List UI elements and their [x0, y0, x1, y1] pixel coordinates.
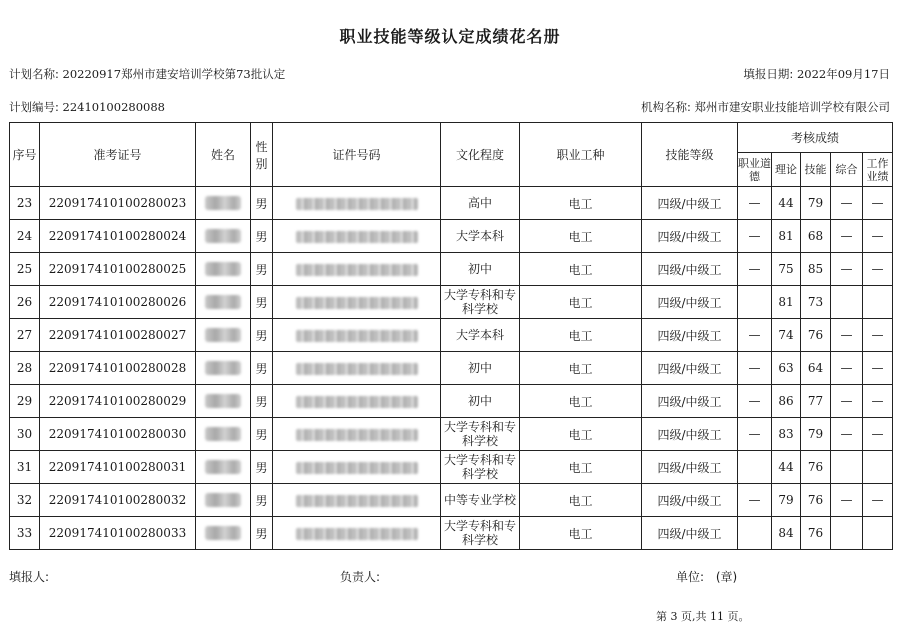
header-education: 文化程度 [441, 123, 520, 187]
redacted-cert-no [273, 319, 441, 352]
cell-exam-no: 220917410100280031 [40, 451, 196, 484]
cell-level: 四级/中级工 [642, 352, 738, 385]
cell-theory: 86 [772, 385, 801, 418]
cell-comprehensive [831, 517, 863, 550]
redaction-blur [296, 330, 418, 342]
cell-seq: 33 [10, 517, 40, 550]
cell-occupation: 电工 [520, 187, 642, 220]
cell-education: 大学本科 [441, 220, 520, 253]
filler-label: 填报人: [9, 570, 50, 584]
cell-level: 四级/中级工 [642, 385, 738, 418]
redaction-blur [205, 361, 241, 375]
cell-theory: 74 [772, 319, 801, 352]
cell-skill: 76 [801, 517, 831, 550]
cell-seq: 30 [10, 418, 40, 451]
cell-education: 初中 [441, 253, 520, 286]
cell-skill: 64 [801, 352, 831, 385]
table-row [10, 418, 893, 451]
cell-exam-no: 220917410100280028 [40, 352, 196, 385]
redaction-blur [296, 363, 418, 375]
cell-skill: 73 [801, 286, 831, 319]
redacted-cert-no [273, 385, 441, 418]
cell-ethics [738, 517, 772, 550]
redaction-blur [296, 297, 418, 309]
cell-ethics [738, 451, 772, 484]
header-name: 姓名 [196, 123, 251, 187]
table-row [10, 187, 893, 220]
cell-theory: 83 [772, 418, 801, 451]
redacted-name [196, 220, 251, 253]
cell-comprehensive [831, 286, 863, 319]
redacted-name [196, 187, 251, 220]
redaction-blur [296, 429, 418, 441]
cell-skill: 85 [801, 253, 831, 286]
header-work: 工作业绩 [863, 153, 893, 187]
cell-education: 大学专科和专科学校 [441, 418, 520, 451]
cell-level: 四级/中级工 [642, 484, 738, 517]
cell-ethics: — [738, 418, 772, 451]
cell-ethics: — [738, 220, 772, 253]
header-exam-no: 准考证号 [40, 123, 196, 187]
cell-seq: 31 [10, 451, 40, 484]
cell-work: — [863, 352, 893, 385]
redaction-blur [205, 196, 241, 210]
redacted-cert-no [273, 352, 441, 385]
cell-education: 大学专科和专科学校 [441, 517, 520, 550]
cell-skill: 79 [801, 187, 831, 220]
cell-theory: 44 [772, 451, 801, 484]
cell-ethics: — [738, 253, 772, 286]
cell-work: — [863, 253, 893, 286]
page-indicator: 第 3 页,共 11 页。 [656, 610, 750, 623]
cell-seq: 28 [10, 352, 40, 385]
table-row [10, 451, 893, 484]
redacted-cert-no [273, 187, 441, 220]
cell-sex: 男 [251, 319, 273, 352]
redaction-blur [205, 394, 241, 408]
cell-work: — [863, 484, 893, 517]
redacted-name [196, 286, 251, 319]
cell-occupation: 电工 [520, 286, 642, 319]
redacted-name [196, 517, 251, 550]
document-title: 职业技能等级认定成绩花名册 [339, 27, 561, 46]
org-line [641, 99, 890, 115]
cell-work: — [863, 418, 893, 451]
cell-seq: 24 [10, 220, 40, 253]
redacted-name [196, 484, 251, 517]
responsible-label: 负责人: [340, 570, 381, 584]
redaction-blur [296, 198, 418, 210]
cell-comprehensive: — [831, 352, 863, 385]
redacted-cert-no [273, 517, 441, 550]
cell-exam-no: 220917410100280029 [40, 385, 196, 418]
cell-work: — [863, 187, 893, 220]
cell-seq: 25 [10, 253, 40, 286]
fill-date-value: 2022年09月17日 [796, 67, 890, 81]
table-row [10, 385, 893, 418]
redaction-blur [296, 264, 418, 276]
redaction-blur [296, 528, 418, 540]
cell-comprehensive: — [831, 319, 863, 352]
cell-seq: 26 [10, 286, 40, 319]
cell-occupation: 电工 [520, 517, 642, 550]
cell-sex: 男 [251, 352, 273, 385]
cell-work [863, 451, 893, 484]
cell-comprehensive: — [831, 220, 863, 253]
header-scores-group: 考核成绩 [738, 123, 893, 153]
table-row [10, 253, 893, 286]
table-row [10, 517, 893, 550]
cell-seq: 32 [10, 484, 40, 517]
cell-level: 四级/中级工 [642, 253, 738, 286]
cell-work: — [863, 385, 893, 418]
cell-exam-no: 220917410100280023 [40, 187, 196, 220]
cell-occupation: 电工 [520, 319, 642, 352]
cell-occupation: 电工 [520, 352, 642, 385]
redaction-blur [205, 526, 241, 540]
redaction-blur [205, 328, 241, 342]
redacted-name [196, 451, 251, 484]
redacted-cert-no [273, 418, 441, 451]
redaction-blur [205, 262, 241, 276]
cell-occupation: 电工 [520, 418, 642, 451]
cell-comprehensive: — [831, 418, 863, 451]
cell-skill: 79 [801, 418, 831, 451]
cell-level: 四级/中级工 [642, 286, 738, 319]
redacted-cert-no [273, 484, 441, 517]
redacted-cert-no [273, 253, 441, 286]
cell-theory: 81 [772, 286, 801, 319]
table-row [10, 352, 893, 385]
cell-occupation: 电工 [520, 253, 642, 286]
redacted-cert-no [273, 286, 441, 319]
cell-level: 四级/中级工 [642, 451, 738, 484]
cell-work [863, 517, 893, 550]
plan-no-value: 22410100280088 [62, 100, 165, 114]
cell-sex: 男 [251, 418, 273, 451]
cell-education: 中等专业学校 [441, 484, 520, 517]
cell-exam-no: 220917410100280027 [40, 319, 196, 352]
cell-comprehensive [831, 451, 863, 484]
cell-skill: 76 [801, 484, 831, 517]
cell-education: 初中 [441, 385, 520, 418]
redacted-cert-no [273, 451, 441, 484]
redacted-name [196, 418, 251, 451]
unit-line [676, 568, 737, 585]
cell-education: 大学专科和专科学校 [441, 451, 520, 484]
table-row [10, 286, 893, 319]
cell-theory: 84 [772, 517, 801, 550]
cell-occupation: 电工 [520, 484, 642, 517]
cell-education: 高中 [441, 187, 520, 220]
plan-name-line [9, 66, 285, 82]
cell-sex: 男 [251, 484, 273, 517]
cell-sex: 男 [251, 187, 273, 220]
cell-theory: 63 [772, 352, 801, 385]
cell-exam-no: 220917410100280025 [40, 253, 196, 286]
plan-name-label: 计划名称: [9, 67, 59, 81]
cell-theory: 81 [772, 220, 801, 253]
cell-theory: 75 [772, 253, 801, 286]
redacted-name [196, 319, 251, 352]
header-ethics: 职业道德 [738, 153, 772, 187]
redacted-name [196, 385, 251, 418]
redaction-blur [296, 495, 418, 507]
cell-comprehensive: — [831, 385, 863, 418]
unit-label: 单位: [676, 570, 705, 584]
cell-ethics: — [738, 484, 772, 517]
cell-sex: 男 [251, 220, 273, 253]
redaction-blur [205, 460, 241, 474]
cell-skill: 77 [801, 385, 831, 418]
cell-education: 初中 [441, 352, 520, 385]
redaction-blur [296, 462, 418, 474]
cell-exam-no: 220917410100280024 [40, 220, 196, 253]
cell-sex: 男 [251, 385, 273, 418]
seal-mark: (章) [715, 570, 738, 584]
cell-ethics: — [738, 385, 772, 418]
fill-date-label: 填报日期: [743, 67, 794, 81]
cell-ethics: — [738, 187, 772, 220]
plan-no-label: 计划编号: [9, 100, 59, 114]
cell-comprehensive: — [831, 187, 863, 220]
cell-sex: 男 [251, 451, 273, 484]
plan-no-line [9, 99, 165, 115]
cell-seq: 23 [10, 187, 40, 220]
cell-exam-no: 220917410100280026 [40, 286, 196, 319]
redacted-cert-no [273, 220, 441, 253]
redacted-name [196, 253, 251, 286]
cell-exam-no: 220917410100280032 [40, 484, 196, 517]
cell-seq: 27 [10, 319, 40, 352]
cell-work [863, 286, 893, 319]
redaction-blur [296, 396, 418, 408]
cell-ethics: — [738, 319, 772, 352]
redaction-blur [296, 231, 418, 243]
header-comprehensive: 综合 [831, 153, 863, 187]
header-level: 技能等级 [642, 123, 738, 187]
cell-sex: 男 [251, 286, 273, 319]
org-label: 机构名称: [640, 100, 691, 114]
header-seq: 序号 [10, 123, 40, 187]
cell-level: 四级/中级工 [642, 517, 738, 550]
redaction-blur [205, 493, 241, 507]
cell-level: 四级/中级工 [642, 418, 738, 451]
roster-body [10, 187, 893, 550]
cell-work: — [863, 319, 893, 352]
header-cert-no: 证件号码 [273, 123, 441, 187]
cell-seq: 29 [10, 385, 40, 418]
redaction-blur [205, 427, 241, 441]
cell-occupation: 电工 [520, 385, 642, 418]
cell-level: 四级/中级工 [642, 220, 738, 253]
header-occupation: 职业工种 [520, 123, 642, 187]
cell-comprehensive: — [831, 484, 863, 517]
redacted-name [196, 352, 251, 385]
cell-work: — [863, 220, 893, 253]
redaction-blur [205, 295, 241, 309]
cell-occupation: 电工 [520, 220, 642, 253]
table-row [10, 484, 893, 517]
cell-exam-no: 220917410100280033 [40, 517, 196, 550]
cell-exam-no: 220917410100280030 [40, 418, 196, 451]
table-row [10, 220, 893, 253]
cell-theory: 44 [772, 187, 801, 220]
cell-level: 四级/中级工 [642, 319, 738, 352]
cell-ethics: — [738, 352, 772, 385]
header-sex: 性别 [251, 123, 273, 187]
cell-education: 大学专科和专科学校 [441, 286, 520, 319]
cell-occupation: 电工 [520, 451, 642, 484]
table-row [10, 319, 893, 352]
cell-theory: 79 [772, 484, 801, 517]
fill-date-line [743, 66, 890, 82]
cell-sex: 男 [251, 517, 273, 550]
cell-level: 四级/中级工 [642, 187, 738, 220]
cell-sex: 男 [251, 253, 273, 286]
cell-education: 大学本科 [441, 319, 520, 352]
plan-name-value: 20220917郑州市建安培训学校第73批认定 [62, 67, 286, 81]
cell-ethics [738, 286, 772, 319]
cell-skill: 76 [801, 319, 831, 352]
cell-skill: 68 [801, 220, 831, 253]
header-theory: 理论 [772, 153, 801, 187]
score-roster-table [9, 122, 893, 550]
cell-comprehensive: — [831, 253, 863, 286]
org-value: 郑州市建安职业技能培训学校有限公司 [694, 100, 890, 114]
redaction-blur [205, 229, 241, 243]
header-skill: 技能 [801, 153, 831, 187]
cell-skill: 76 [801, 451, 831, 484]
